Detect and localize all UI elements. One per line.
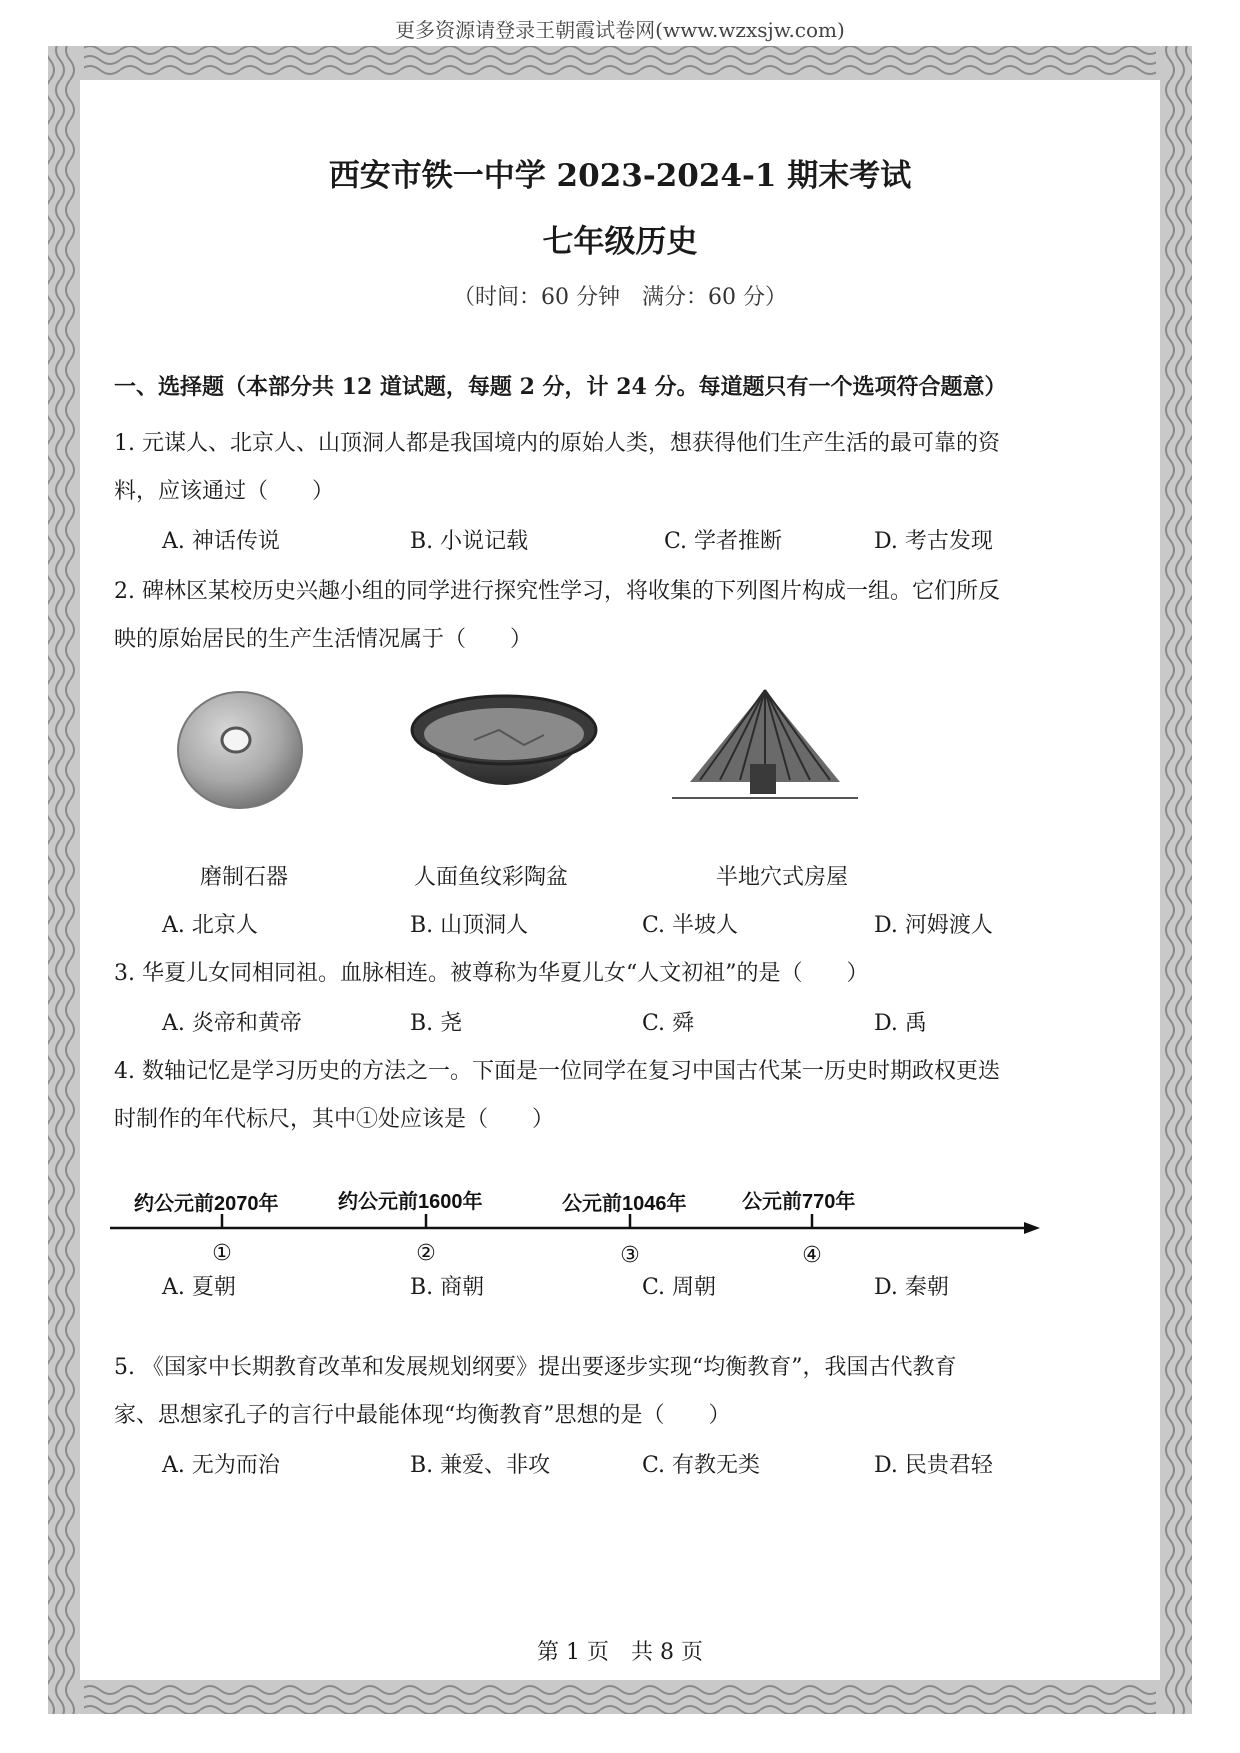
site-header: 更多资源请登录王朝霞试卷网(www.wzxsjw.com)	[395, 18, 845, 42]
question-4-option-a: A. 夏朝	[162, 1275, 236, 1300]
exam-page	[80, 80, 1160, 1680]
exam-title: 西安市铁一中学 2023-2024-1 期末考试	[328, 158, 912, 194]
timeline-label-2: 约公元前1600年	[338, 1191, 483, 1213]
caption-stone-tool: 磨制石器	[200, 865, 289, 890]
question-5-line-1: 5. 《国家中长期教育改革和发展规划纲要》提出要逐步实现“均衡教育”，我国古代教育	[114, 1355, 957, 1380]
caption-pottery-basin: 人面鱼纹彩陶盆	[414, 865, 569, 890]
question-5-option-c: C. 有教无类	[642, 1453, 761, 1478]
timeline-marker-3: ③	[620, 1243, 640, 1268]
question-3-option-d: D. 禹	[874, 1011, 927, 1036]
question-5-option-a: A. 无为而治	[162, 1453, 280, 1478]
question-4-option-b: B. 商朝	[410, 1275, 485, 1300]
semi-subterranean-house-image	[670, 682, 860, 822]
question-5-line-2: 家、思想家孔子的言行中最能体现“均衡教育”思想的是（ ）	[114, 1403, 731, 1428]
question-3-option-b: B. 尧	[410, 1011, 463, 1036]
question-5-option-d: D. 民贵君轻	[874, 1453, 993, 1478]
question-1-option-d: D. 考古发现	[874, 529, 993, 554]
timeline-marker-4: ④	[802, 1243, 822, 1268]
question-1-line-2: 料，应该通过（ ）	[114, 479, 335, 504]
question-3-option-c: C. 舜	[642, 1011, 695, 1036]
timeline-marker-2: ②	[416, 1241, 436, 1266]
question-1-option-c: C. 学者推断	[664, 529, 783, 554]
exam-subtitle: 七年级历史	[542, 224, 698, 260]
question-2-option-b: B. 山顶洞人	[410, 913, 529, 938]
question-2-option-d: D. 河姆渡人	[874, 913, 993, 938]
painted-pottery-basin-image	[404, 690, 604, 810]
timeline-ruler	[110, 1190, 1140, 1280]
caption-house: 半地穴式房屋	[716, 865, 849, 890]
question-2-option-c: C. 半坡人	[642, 913, 739, 938]
timeline-label-3: 公元前1046年	[562, 1193, 687, 1215]
question-1-line-1: 1. 元谋人、北京人、山顶洞人都是我国境内的原始人类，想获得他们生产生活的最可靠的资	[114, 431, 1000, 456]
time-and-score-note: （时间：60 分钟 满分：60 分）	[453, 285, 787, 310]
question-1-option-a: A. 神话传说	[162, 529, 280, 554]
question-4-line-1: 4. 数轴记忆是学习历史的方法之一。下面是一位同学在复习中国古代某一历史时期政权更迭	[114, 1059, 1000, 1084]
question-4-option-d: D. 秦朝	[874, 1275, 949, 1300]
timeline-label-4: 公元前770年	[742, 1191, 856, 1213]
question-2-option-a: A. 北京人	[162, 913, 258, 938]
question-3-option-a: A. 炎帝和黄帝	[162, 1011, 302, 1036]
question-2-line-1: 2. 碑林区某校历史兴趣小组的同学进行探究性学习，将收集的下列图片构成一组。它们所反	[114, 579, 1000, 604]
question-2-line-2: 映的原始居民的生产生活情况属于（ ）	[114, 627, 533, 652]
polished-stone-tool-image	[172, 682, 312, 812]
question-5-option-b: B. 兼爱、非攻	[410, 1453, 551, 1478]
page-footer: 第 1 页 共 8 页	[537, 1640, 703, 1665]
timeline-label-1: 约公元前2070年	[134, 1193, 279, 1215]
question-4-line-2: 时制作的年代标尺，其中①处应该是（ ）	[114, 1107, 555, 1132]
question-3-line-1: 3. 华夏儿女同相同祖。血脉相连。被尊称为华夏儿女“人文初祖”的是（ ）	[114, 961, 869, 986]
question-4-option-c: C. 周朝	[642, 1275, 717, 1300]
timeline-marker-1: ①	[212, 1241, 232, 1266]
question-1-option-b: B. 小说记载	[410, 529, 529, 554]
section-heading: 一、选择题（本部分共 12 道试题，每题 2 分，计 24 分。每道题只有一个选项符合题意）	[114, 374, 1007, 400]
